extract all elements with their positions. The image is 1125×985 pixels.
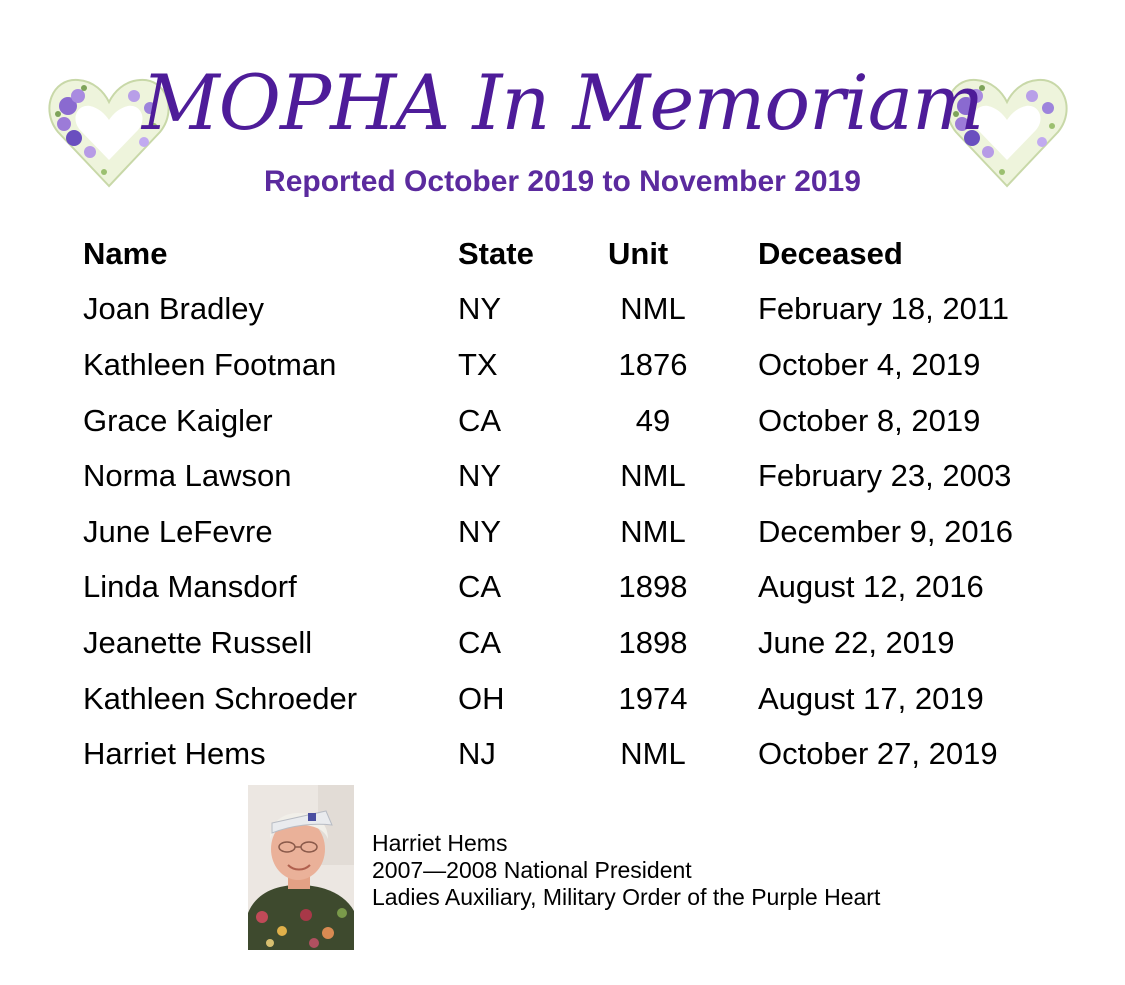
- column-header-deceased: Deceased: [758, 235, 903, 271]
- table-row: [83, 393, 1058, 449]
- cell-deceased: October 4, 2019: [758, 346, 981, 382]
- cell-state: OH: [458, 680, 505, 716]
- tribute-role: 2007—2008 National President: [372, 857, 692, 883]
- cell-deceased: August 17, 2019: [758, 680, 984, 716]
- cell-unit: NML: [620, 291, 686, 327]
- cell-name: Linda Mansdorf: [83, 569, 297, 605]
- table-row: [83, 671, 1058, 727]
- cell-deceased: December 9, 2016: [758, 513, 1014, 549]
- column-header-name: Name: [83, 235, 168, 271]
- cell-state: CA: [458, 569, 502, 605]
- column-header-unit: Unit: [608, 235, 669, 271]
- cell-deceased: February 23, 2003: [758, 458, 1012, 494]
- cell-state: CA: [458, 402, 502, 438]
- table-row: [83, 726, 1058, 782]
- cell-deceased: October 27, 2019: [758, 736, 998, 772]
- cell-state: NY: [458, 291, 502, 327]
- page-subtitle: Reported October 2019 to November 2019: [264, 165, 861, 198]
- table-header-row: [83, 226, 1058, 282]
- cell-name: June LeFevre: [83, 513, 273, 549]
- table-row: [83, 615, 1058, 671]
- cell-unit: 1974: [618, 680, 688, 716]
- cell-name: Norma Lawson: [83, 458, 292, 494]
- tribute-organization: Ladies Auxiliary, Military Order of the Purple Heart: [372, 884, 881, 910]
- portrait-photo: [248, 785, 354, 950]
- cell-unit: 49: [635, 402, 671, 438]
- cell-name: Grace Kaigler: [83, 402, 273, 438]
- cell-name: Kathleen Schroeder: [83, 680, 358, 716]
- cell-state: CA: [458, 624, 502, 660]
- cell-deceased: June 22, 2019: [758, 624, 955, 660]
- cell-state: NJ: [458, 736, 496, 772]
- cell-state: TX: [458, 346, 498, 382]
- cell-name: Harriet Hems: [83, 736, 266, 772]
- table-row: [83, 560, 1058, 616]
- cell-name: Jeanette Russell: [83, 624, 313, 660]
- cell-state: NY: [458, 458, 502, 494]
- tribute-name: Harriet Hems: [372, 830, 508, 856]
- tribute-caption: [372, 830, 880, 911]
- table-row: [83, 448, 1058, 504]
- cell-state: NY: [458, 513, 502, 549]
- cell-name: Kathleen Footman: [83, 346, 337, 382]
- cell-unit: 1876: [618, 346, 688, 382]
- cell-deceased: August 12, 2016: [758, 569, 984, 605]
- cell-deceased: October 8, 2019: [758, 402, 981, 438]
- cell-unit: 1898: [618, 624, 688, 660]
- page-title: MOPHA In Memoriam: [141, 58, 984, 147]
- cell-unit: 1898: [618, 569, 688, 605]
- cell-deceased: February 18, 2011: [758, 291, 1010, 327]
- memoriam-table: [83, 226, 1058, 782]
- table-row: [83, 337, 1058, 393]
- cell-name: Joan Bradley: [83, 291, 264, 327]
- column-header-state: State: [458, 235, 534, 271]
- cell-unit: NML: [620, 458, 686, 494]
- table-row: [83, 282, 1058, 338]
- cell-unit: NML: [620, 513, 686, 549]
- cell-unit: NML: [620, 736, 686, 772]
- table-row: [83, 504, 1058, 560]
